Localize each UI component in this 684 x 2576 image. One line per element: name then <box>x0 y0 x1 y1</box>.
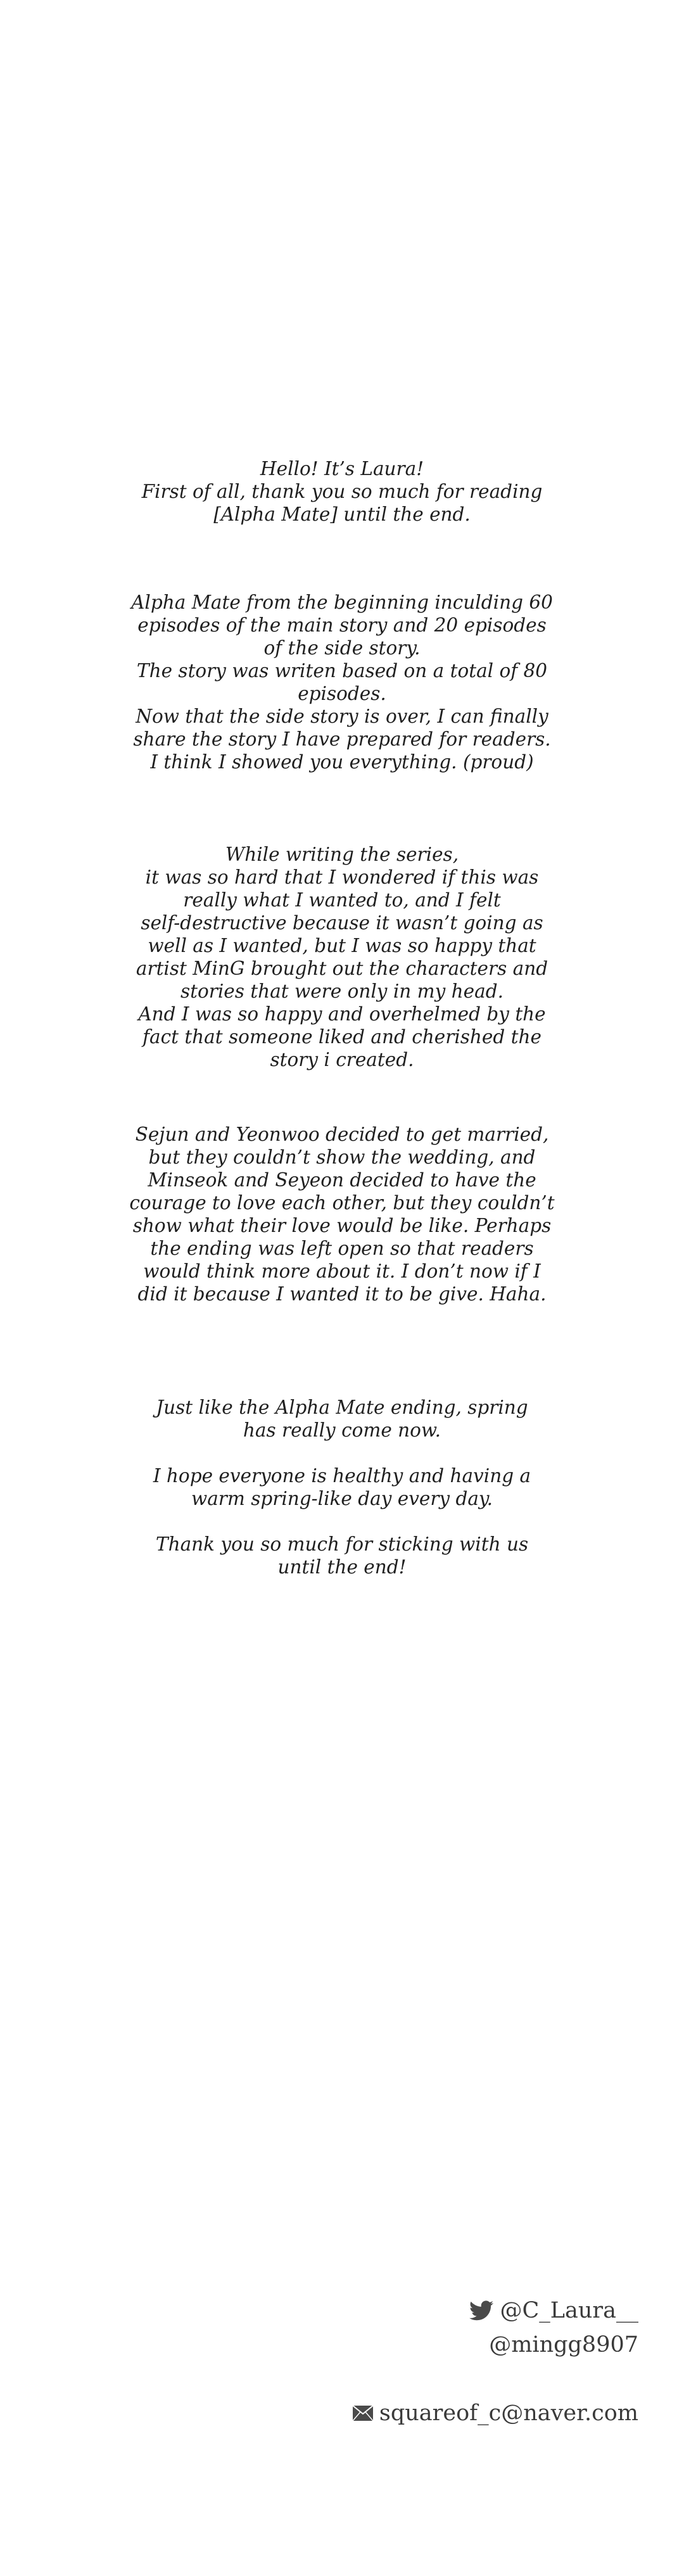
twitter-contact <box>258 2295 638 2326</box>
text-line: Minseok and Seyeon decided to have the <box>148 1169 536 1191</box>
text-line: episodes. <box>298 683 386 704</box>
text-line: story i created. <box>270 1049 414 1070</box>
text-line: While writing the series, <box>225 844 459 865</box>
text-line: has really come now. <box>243 1419 441 1441</box>
instagram-handle[interactable]: @mingg8907 <box>489 2332 638 2357</box>
text-line: Just like the Alpha Mate ending, spring <box>156 1397 528 1418</box>
text-line: it was so hard that I wondered if this was <box>145 866 539 888</box>
text-line: I think I showed you everything. (proud) <box>150 751 534 773</box>
story-paragraph <box>89 591 595 773</box>
email-contact <box>258 2397 638 2429</box>
text-line: but they couldn’t show the wedding, and <box>148 1146 536 1168</box>
text-line: of the side story. <box>263 637 421 659</box>
text-line: share the story I have prepared for readers. <box>133 728 551 750</box>
text-line: did it because I wanted it to be give. Haha. <box>137 1283 547 1305</box>
text-line: warm spring-like day every day. <box>191 1488 493 1509</box>
greeting-paragraph <box>89 457 595 526</box>
thanks-paragraph <box>89 1533 595 1578</box>
text-line: episodes of the main story and 20 episodes <box>137 614 547 636</box>
text-line: Now that the side story is over, I can finally <box>136 706 548 727</box>
text-line: Thank you so much for sticking with us <box>155 1533 529 1555</box>
text-line: The story was writen based on a total of 80 <box>136 660 548 682</box>
text-line: Sejun and Yeonwoo decided to get married, <box>135 1124 549 1145</box>
spring-paragraph <box>89 1396 595 1442</box>
text-line: [Alpha Mate] until the end. <box>213 504 471 525</box>
text-line: the ending was left open so that readers <box>150 1238 534 1259</box>
text-line: stories that were only in my head. <box>180 980 504 1002</box>
writing-paragraph <box>89 843 595 1071</box>
ending-paragraph <box>89 1123 595 1305</box>
text-line: courage to love each other, but they couldn’t <box>129 1192 555 1214</box>
envelope-icon <box>353 2406 373 2421</box>
twitter-handle[interactable]: @C_Laura__ <box>500 2298 638 2323</box>
text-line: And I was so happy and overhelmed by the <box>138 1003 546 1025</box>
text-line: First of all, thank you so much for reading <box>141 481 543 502</box>
text-line: show what their love would be like. Perhaps <box>132 1215 552 1236</box>
contact-info <box>258 2295 638 2429</box>
text-line: Hello! It’s Laura! <box>260 458 424 479</box>
text-line: until the end! <box>277 1556 407 1578</box>
email-address[interactable]: squareof_c@naver.com <box>379 2401 638 2426</box>
text-line: fact that someone liked and cherished the <box>142 1026 542 1048</box>
afterword-text <box>89 457 595 1578</box>
hope-paragraph <box>89 1464 595 1510</box>
text-line: would think more about it. I don’t now if I <box>143 1260 541 1282</box>
text-line: really what I wanted to, and I felt <box>183 889 501 911</box>
text-line: I hope everyone is healthy and having a <box>153 1465 531 1487</box>
text-line: Alpha Mate from the beginning inculding 60 <box>131 592 553 613</box>
twitter-bird-icon <box>469 2300 493 2321</box>
instagram-contact <box>258 2329 638 2361</box>
text-line: well as I wanted, but I was so happy that <box>148 935 536 956</box>
text-line: artist MinG brought out the characters and <box>136 958 548 979</box>
text-line: self-destructive because it wasn’t going as <box>141 912 543 934</box>
